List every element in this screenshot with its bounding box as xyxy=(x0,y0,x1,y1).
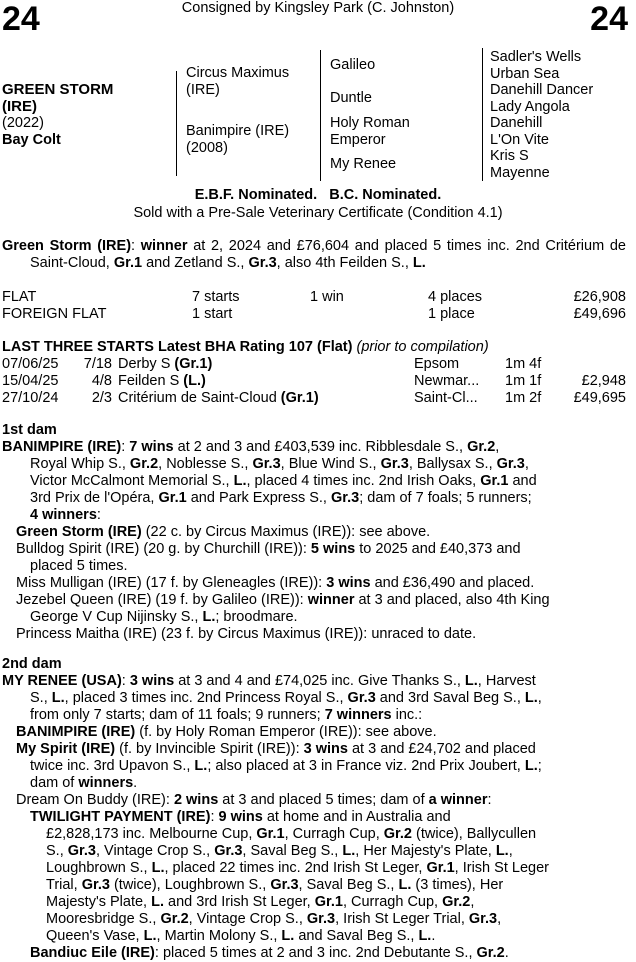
start-prize: £2,948 xyxy=(581,373,626,389)
second-dam-progeny-cont: twice inc. 3rd Upavon S., L.; also placed at 3 in France viz. 2nd Prix Joubert, L.; xyxy=(30,758,542,774)
first-dam-heading: 1st dam xyxy=(2,422,57,438)
start-position: 7/18 xyxy=(83,356,112,372)
record-places: 1 place xyxy=(428,306,475,322)
first-dam-progeny-cont: George V Cup Nijinsky S., L.; broodmare. xyxy=(30,609,298,625)
last-three-heading: LAST THREE STARTS Latest BHA Rating 107 (Flat) (prior to compilation) xyxy=(2,339,489,355)
start-course: Epsom xyxy=(414,356,460,372)
record-earnings: £26,908 xyxy=(573,289,626,305)
record-starts: 1 start xyxy=(192,306,233,322)
pedigree-sire-sire: Galileo xyxy=(330,57,376,73)
start-date: 27/10/24 xyxy=(2,390,59,406)
grand-progeny-cont: Queen's Vase, L., Martin Molony S., L. and Saval Beg S., L.. xyxy=(46,928,436,944)
pedigree-third-generation: Sadler's Wells Urban Sea Danehill Dancer Lady Angola Danehill L'On Vite Kris S Mayenne xyxy=(490,49,594,181)
start-prize: £49,695 xyxy=(573,390,626,406)
pedigree-divider-2 xyxy=(320,50,321,181)
start-course: Newmar... xyxy=(414,373,480,389)
lot-number-right: 24 xyxy=(590,0,628,38)
grand-progeny-cont: Mooresbridge S., Gr.2, Vintage Crop S., Gr.3, Irish St Leger Trial, Gr.3, xyxy=(46,911,502,927)
record-places: 4 places xyxy=(428,289,483,305)
first-dam-progeny: Miss Mulligan (IRE) (17 f. by Gleneagles (IRE)): 3 wins and £36,490 and placed. xyxy=(16,575,535,591)
second-dam-progeny-cont: dam of winners. xyxy=(30,775,138,791)
pedigree-dam-dam: My Renee xyxy=(330,156,397,172)
grand-progeny: TWILIGHT PAYMENT (IRE): 9 wins at home and in Australia and xyxy=(30,809,451,825)
pedigree-dam: Banimpire (IRE) (2008) xyxy=(186,123,290,156)
lot-number-left: 24 xyxy=(2,0,40,38)
first-dam-progeny: Jezebel Queen (IRE) (19 f. by Galileo (IRE)): winner at 3 and placed, also 4th King xyxy=(16,592,550,608)
start-race: Critérium de Saint-Cloud (Gr.1) xyxy=(118,390,319,406)
start-course: Saint-Cl... xyxy=(414,390,478,406)
first-dam-progeny: Princess Maitha (IRE) (23 f. by Circus Maximus (IRE)): unraced to date. xyxy=(16,626,477,642)
second-dam-progeny: BANIMPIRE (IRE) (f. by Holy Roman Emperor (IRE)): see above. xyxy=(16,724,437,740)
grand-progeny-cont: S., Gr.3, Vintage Crop S., Gr.3, Saval Beg S., L., Her Majesty's Plate, L., xyxy=(46,843,513,859)
vet-certificate: Sold with a Pre-Sale Veterinary Certificate (Condition 4.1) xyxy=(133,205,503,221)
start-date: 07/06/25 xyxy=(2,356,59,372)
grand-progeny-cont: Loughbrown S., L., placed 22 times inc. 2nd Irish St Leger, Gr.1, Irish St Leger xyxy=(46,860,549,876)
pedigree-sire-dam: Duntle xyxy=(330,90,372,106)
consignor: Consigned by Kingsley Park (C. Johnston) xyxy=(181,0,455,16)
second-dam-progeny: Dream On Buddy (IRE): 2 wins at 3 and placed 5 times; dam of a winner: xyxy=(16,792,492,808)
pedigree-sire: Circus Maximus (IRE) xyxy=(186,65,290,98)
horse-year: (2022) xyxy=(2,115,44,131)
race-summary: Green Storm (IRE): winner at 2, 2024 and £76,604 and placed 5 times inc. 2nd Critérium de Saint-Cloud, Gr.1 and Zetland S., Gr.3, also 4th Feilden S., L. xyxy=(2,238,626,271)
first-dam-progeny: Bulldog Spirit (IRE) (20 g. by Churchill (IRE)): 5 wins to 2025 and £40,373 and xyxy=(16,541,521,557)
start-date: 15/04/25 xyxy=(2,373,59,389)
first-dam-progeny-cont: placed 5 times. xyxy=(30,558,128,574)
second-dam-heading: 2nd dam xyxy=(2,656,62,672)
start-distance: 1m 2f xyxy=(505,390,542,406)
pedigree-divider-3 xyxy=(482,48,483,181)
record-wins: 1 win xyxy=(310,289,344,305)
pedigree-dam-sire: Holy Roman Emperor xyxy=(330,115,410,148)
horse-name-line2: (IRE) xyxy=(2,98,37,115)
start-race: Derby S (Gr.1) xyxy=(118,356,213,372)
record-type: FOREIGN FLAT xyxy=(2,306,107,322)
record-earnings: £49,696 xyxy=(573,306,626,322)
record-starts: 7 starts xyxy=(192,289,240,305)
horse-description: Bay Colt xyxy=(2,132,61,148)
horse-name-line1: GREEN STORM xyxy=(2,81,114,98)
start-position: 4/8 xyxy=(91,373,112,389)
grand-progeny: Bandiuc Eile (IRE): placed 5 times at 2 and 3 inc. 2nd Debutante S., Gr.2. xyxy=(30,945,509,961)
start-distance: 1m 1f xyxy=(505,373,542,389)
start-race: Feilden S (L.) xyxy=(118,373,206,389)
second-dam-progeny: My Spirit (IRE) (f. by Invincible Spirit (IRE)): 3 wins at 3 and £24,702 and placed xyxy=(16,741,536,757)
nominations: E.B.F. Nominated. B.C. Nominated. xyxy=(194,187,442,203)
pedigree-divider-1 xyxy=(176,71,177,176)
first-dam-progeny: Green Storm (IRE) (22 c. by Circus Maximus (IRE)): see above. xyxy=(16,524,431,540)
grand-progeny-cont: £2,828,173 inc. Melbourne Cup, Gr.1, Curragh Cup, Gr.2 (twice), Ballycullen xyxy=(46,826,537,842)
grand-progeny-cont: Majesty's Plate, L. and 3rd Irish St Leger, Gr.1, Curragh Cup, Gr.2, xyxy=(46,894,475,910)
start-distance: 1m 4f xyxy=(505,356,542,372)
record-type: FLAT xyxy=(2,289,37,305)
start-position: 2/3 xyxy=(91,390,112,406)
grand-progeny-cont: Trial, Gr.3 (twice), Loughbrown S., Gr.3, Saval Beg S., L. (3 times), Her xyxy=(46,877,504,893)
